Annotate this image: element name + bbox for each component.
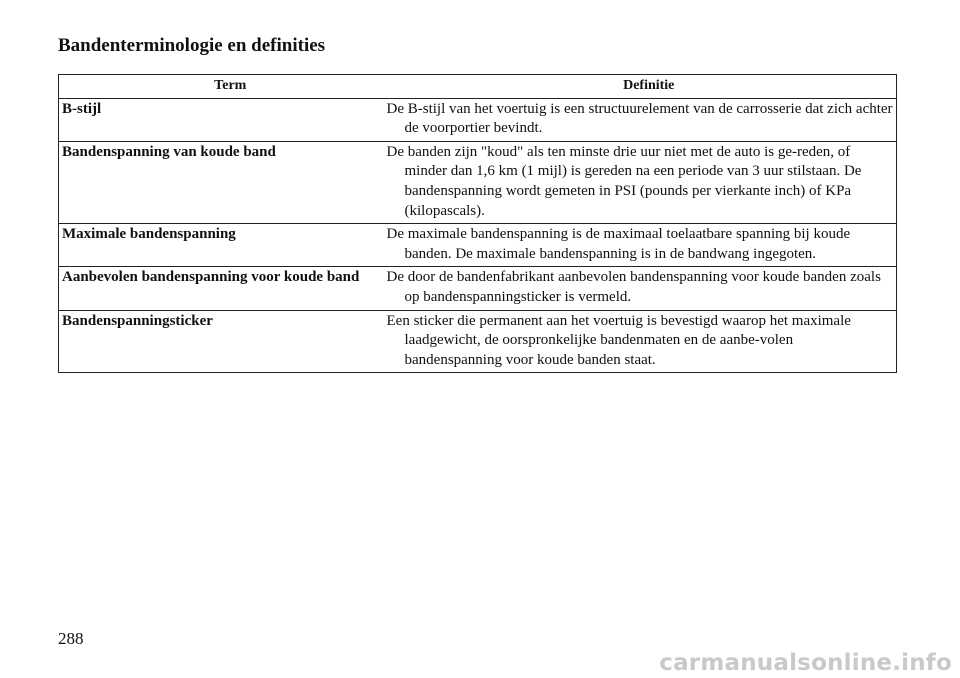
definition-cell: Een sticker die permanent aan het voertuig is bevestigd waarop het maximale laadgewicht, de oorspronkelijke bandenmaten en de aanbe-volen bandenspanning voor koude banden staat. [402,310,897,373]
definition-cell: De maximale bandenspanning is de maximaal toelaatbare spanning bij koude banden. De maximale bandenspanning is in de bandwang ingegoten. [402,224,897,267]
definition-cell: De door de bandenfabrikant aanbevolen bandenspanning voor koude banden zoals op bandenspanningsticker is vermeld. [402,267,897,310]
watermark: carmanualsonline.info [659,650,952,676]
term-cell: Maximale bandenspanning [59,224,402,267]
term-cell: Bandenspanningsticker [59,310,402,373]
term-cell: Aanbevolen bandenspanning voor koude band [59,267,402,310]
column-header-term: Term [59,75,402,99]
table-row [59,141,897,223]
column-header-definition: Definitie [402,75,897,99]
table-row [59,310,897,373]
definition-cell: De banden zijn "koud" als ten minste drie uur niet met de auto is ge-reden, of minder dan 1,6 km (1 mijl) is gereden na een periode van 3 uur stilstaan. De bandenspanning wordt gemeten in PSI (pounds per vierkante inch) of KPa (kilopascals). [402,141,897,223]
terminology-table [58,74,897,373]
page-title: Bandenterminologie en definities [58,35,326,56]
page-number: 288 [58,629,84,648]
table-row [59,224,897,267]
table-header-row [59,75,897,99]
term-cell: Bandenspanning van koude band [59,141,402,223]
term-cell: B-stijl [59,98,402,141]
definition-cell: De B-stijl van het voertuig is een structuurelement van de carrosserie dat zich achter de voorportier bevindt. [402,98,897,141]
table-row [59,267,897,310]
table-row [59,98,897,141]
